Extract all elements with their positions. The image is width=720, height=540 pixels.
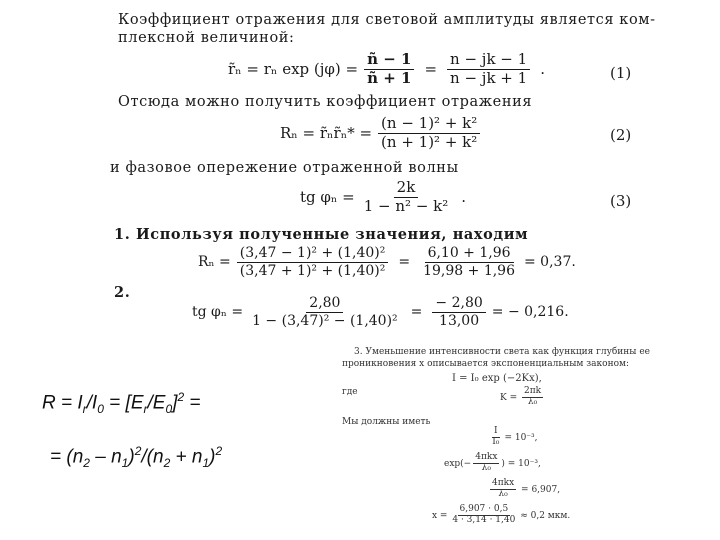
eq1-fraction-2: $\frac{n - jk - 1}{n - jk + 1}$ [447, 52, 530, 87]
small-row-3: 4πkx λ₀ = 6,907, [492, 478, 561, 499]
intro-line-1: Коэффициент отражения для световой амплитуды является ком- [118, 12, 656, 28]
small-para-2: проникновения x описывается экспоненциальным законом: [342, 359, 630, 369]
intro-line-3: Отсюда можно получить коэффициент отражения [118, 94, 533, 110]
eq5-result: = − 0,216. [491, 304, 569, 321]
eq5-fraction-2: $\frac{- 2,80}{13,00}$ [432, 296, 485, 328]
equation-5: tg φₙ = $\frac{2,80}{\text{1 − (3,47)² − (1,40)²}}$ = $\frac{- 2,80}{13,00}$ = − 0,216. [192, 295, 569, 329]
item-1-heading: 1. Используя полученные значения, находим [114, 226, 529, 243]
small-para-1: 3. Уменьшение интенсивности света как функция глубины ее [354, 347, 650, 357]
eq2-lhs: Rₙ = r̃ₙr̃ₙ* = [280, 124, 373, 143]
equation-1: r̃ₙ = rₙ exp (jφ) = $\frac{ñ - 1}{ñ + 1}$ = $\frac{n - jk - 1}{n - jk + 1}$ . [228, 50, 545, 87]
small-gde: где [342, 387, 358, 397]
intro-line-2: плексной величиной: [118, 30, 295, 46]
eq4-lhs: Rₙ = [198, 254, 231, 271]
equation-number-3: (3) [610, 192, 632, 210]
small-law: I = I₀ exp (−2Kx), [452, 373, 542, 384]
small-scan [340, 345, 650, 535]
equation-number-2: (2) [610, 126, 632, 144]
formula-line-2: = $(n_2 - n_1)^2/(n_2 + n_1)^2$ [50, 444, 223, 471]
small-row-2: exp(− 4πkx λ₀ ) = 10⁻³, [444, 452, 541, 473]
equation-number-1: (1) [610, 64, 632, 82]
eq4-fraction-2: $\frac{6,10 + 1,96}{19,98 + 1,96}$ [423, 245, 515, 279]
eq3-fraction: $\frac{2k}{\text{1 − n² − k²}}$ [363, 178, 449, 215]
eq3-lhs: tg φₙ = [300, 188, 355, 207]
equation-4: Rₙ = $\frac{\text{(3,47 − 1)² + (1,40)²}}{\text{(3,47 + 1)² + (1,40)²}}$ = $\frac{6,10 + 1,96}{19,98 + 1,96}$ = 0,37. [198, 245, 576, 279]
eq4-fraction-1: $\frac{\text{(3,47 − 1)² + (1,40)²}}{\text{(3,47 + 1)² + (1,40)²}}$ [237, 246, 389, 278]
eq4-result: = 0,37. [524, 254, 576, 271]
small-must: Мы должны иметь [342, 417, 431, 427]
small-row-1: $\frac{I}{\text{I₀}}$ = 10⁻³, [492, 426, 538, 447]
formula-line-1: $R = I_r/I_0 = [E_r/E_0]^2$ = [42, 390, 201, 417]
equation-3: tg φₙ = $\frac{2k}{\text{1 − n² − k²}}$ . [300, 178, 467, 215]
equation-2 [280, 116, 486, 151]
eq1-lhs: r̃ₙ = rₙ exp (jφ) = [228, 60, 359, 79]
eq5-fraction-1: $\frac{2,80}{\text{1 − (3,47)² − (1,40)²}}$ [252, 295, 398, 329]
eq1-fraction-1: $\frac{ñ - 1}{ñ + 1}$ [364, 52, 414, 87]
textbook-scan [110, 8, 656, 338]
small-k-def: K = $\frac{2\pi k}{\text{λ₀}}$ [500, 386, 542, 407]
eq2-fraction: $\frac{\text{(n − 1)² + k²}}{\text{(n + 1)² + k²}}$ [378, 116, 480, 151]
eq5-lhs: tg φₙ = [192, 304, 244, 321]
small-row-4: x = $\frac{6,907 \cdot 0,5}{4 \cdot 3,14 \cdot 1,40}$ ≈ 0,2 мкм. [432, 504, 571, 525]
intro-line-4: и фазовое опережение отраженной волны [110, 160, 459, 176]
item-2-heading: 2. [114, 284, 131, 301]
